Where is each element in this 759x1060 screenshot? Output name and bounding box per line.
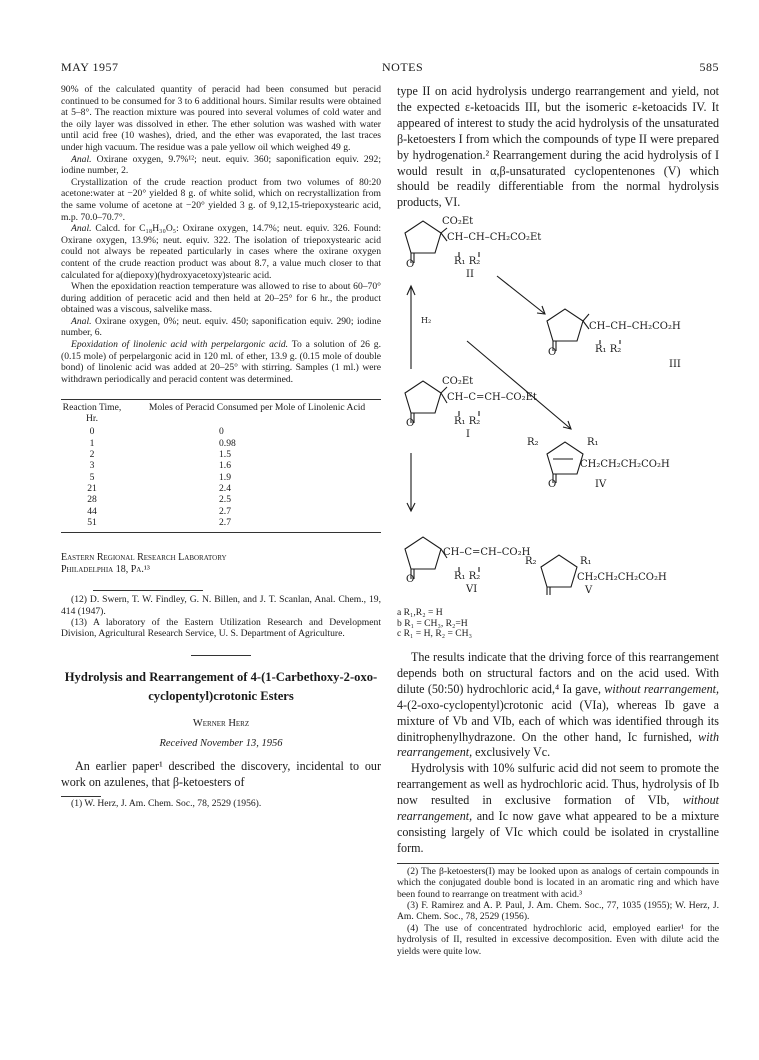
compound-label-I: I: [466, 429, 470, 441]
cell-moles: 1.9: [219, 471, 231, 483]
text-run: 4-(2-oxo-cyclopentyl)crotonic acid (VIa), whereas Ib gave a mixture of Vb and VIb, each of which was identified through its dinitrophenylhydrazone. On the other hand, Ic furnished,: [397, 697, 719, 744]
italic-label: Anal.: [71, 315, 92, 327]
label-side-chain: CH–C=CH–CO₂H: [443, 547, 531, 559]
paragraph: [61, 223, 381, 281]
label-oxygen: O: [406, 418, 415, 430]
reaction-scheme: [397, 211, 719, 596]
body-text: [397, 84, 719, 211]
cell-time: 5: [89, 471, 95, 483]
cell-moles: 1.5: [219, 449, 231, 461]
cell-time: 44: [87, 505, 97, 517]
running-header-section: NOTES: [382, 60, 424, 74]
cyclopentenone-ring-IV: [547, 442, 583, 474]
paragraph: [61, 154, 381, 177]
table-row: [61, 517, 381, 528]
cyclopentanone-ring-I: [405, 381, 441, 413]
article-title: Hydrolysis and Rearrangement of 4-(1-Carbethoxy-2-oxo-cyclopentyl)crotonic Esters: [64, 669, 378, 703]
analysis-text: Oxirane oxygen, 9.7%¹²; neut. equiv. 360; saponification equiv. 292; iodine number, 2.: [61, 153, 381, 177]
table-row: [61, 438, 381, 449]
cell-moles: 0: [219, 426, 224, 438]
affiliation-line: Philadelphia 18, Pa.¹³: [61, 564, 150, 576]
table-row: [61, 426, 381, 437]
cell-time: 1: [89, 437, 95, 449]
cell-moles: 1.6: [219, 460, 231, 472]
footnote: (1) W. Herz, J. Am. Chem. Soc., 78, 2529 (1956).: [71, 797, 262, 809]
section-divider: [191, 655, 251, 656]
footnotes: [61, 798, 381, 809]
cell-time: 2: [89, 449, 95, 461]
footnote: (12) D. Swern, T. W. Findley, G. N. Billen, and J. T. Scanlan, Anal. Chem., 19, 414 (1947).: [61, 594, 381, 617]
label-side-chain: CH–CH–CH₂CO₂H: [589, 321, 681, 333]
table-header-row: [61, 400, 381, 426]
paragraph: When the epoxidation reaction temperature was allowed to rise to about 60–70° during addition of peracetic acid and then held at 20–25° for 6 hr., the product obtained was a viscous, salvelike mass.: [61, 281, 381, 316]
text-run: Hydrolysis with 10% sulfuric acid did not seem to promote the rearrangement as well as hydrochloric acid. Thus, hydrolysis of Ib now resulted in exclusive formation of VIb,: [397, 761, 719, 808]
cell-moles: 2.4: [219, 482, 231, 494]
analysis-text: Oxirane oxygen, 0%; neut. equiv. 450; saponification equiv. 290; iodine number, 6.: [61, 315, 381, 339]
table-bottom-rule: [61, 532, 381, 533]
legend-item: b R₁ = CH₃, R₂=H: [397, 617, 468, 629]
italic-text: with rearrangement,: [397, 729, 719, 760]
paragraph: [61, 339, 381, 385]
label-h2: H₂: [421, 316, 432, 326]
label-side-chain: CH–C=CH–CO₂Et: [447, 392, 537, 404]
cell-time: 28: [87, 494, 97, 506]
label-substituents: R₁ R₂: [454, 416, 481, 428]
label-side-chain: CH–CH–CH₂CO₂Et: [447, 232, 542, 244]
cyclopentanone-ring-III: [547, 309, 583, 341]
page-number: 585: [699, 60, 719, 74]
label-r1: R₁: [580, 556, 592, 568]
substituent-legend: [397, 608, 719, 640]
cell-time: 3: [89, 460, 95, 472]
footnote: (13) A laboratory of the Eastern Utilization Research and Development Division, Agricultural Research Service, U. S. Department of Agriculture.: [61, 616, 381, 640]
label-oxygen: O: [406, 259, 415, 271]
table-row: [61, 460, 381, 471]
label-substituents: R₁ R₂: [595, 344, 622, 356]
italic-text: without rearrangement,: [604, 681, 719, 696]
arrow-II-to-III: [497, 276, 545, 314]
text-run: exclusively Vc.: [475, 745, 551, 760]
table-row: [61, 494, 381, 505]
table-row: [61, 483, 381, 494]
footnote: (3) F. Ramirez and A. P. Paul, J. Am. Chem. Soc., 77, 1035 (1955); W. Herz, J. Am. Chem. Soc., 78, 2529 (1956).: [397, 900, 719, 923]
paragraph: An earlier paper¹ described the discovery, incidental to our work on azulenes, that β-ketoesters of: [61, 758, 381, 789]
paragraph: 90% of the calculated quantity of peracid had been consumed but peracid continued to be consumed for 3 to 6 additional hours. Similar results were obtained at 5–8°. The reaction mixture was poured into several volumes of cold water and the oily layer was dissolved in ether. The ether solution was washed with water until acid free (10 washes), dried, and the ether was evaporated, the last traces under high vacuum. The residue was a pale yellow oil which weighed 49 g.: [61, 84, 381, 153]
footnotes: [61, 594, 381, 640]
label-substituents: R₁ R₂: [454, 256, 481, 268]
running-header-date: MAY 1957: [61, 60, 119, 74]
cyclopentenone-ring-V: [541, 555, 577, 587]
label-side-chain: CH₂CH₂CH₂CO₂H: [577, 572, 667, 584]
italic-label: Anal.: [71, 153, 92, 165]
cell-moles: 2.7: [219, 516, 231, 528]
footnotes: [397, 866, 719, 957]
cell-time: 21: [87, 482, 97, 494]
cell-moles: 2.5: [219, 494, 231, 506]
compound-label-V: V: [585, 585, 593, 597]
compound-label-II: II: [466, 269, 474, 281]
compound-label-VI: VI: [466, 584, 478, 596]
legend-item: a R₁,R₂ = H: [397, 607, 443, 619]
label-oxygen: O: [548, 347, 557, 359]
label-oxygen: O: [406, 574, 415, 586]
cell-time: 51: [87, 516, 97, 528]
table-row: [61, 506, 381, 517]
author: Werner Herz: [192, 717, 250, 729]
footnote: (2) The β-ketoesters(I) may be looked upon as analogs of certain compounds in which the conjugated double bond is located in an aromatic ring and which have been found to rearrange on treatment with acid.³: [397, 865, 719, 900]
table-row: [61, 472, 381, 483]
cell-time: 0: [89, 426, 95, 438]
peracid-table: [61, 400, 381, 528]
column-header-moles: Moles of Peracid Consumed per Mole of Linolenic Acid: [148, 402, 366, 414]
label-r1: R₁: [587, 437, 599, 449]
table-row: [61, 449, 381, 460]
compound-label-IV: IV: [595, 479, 607, 491]
footnote: (4) The use of concentrated hydrochloric acid, employed earlier¹ for the hydrolysis of II, resulted in excessive decomposition. Even with dilute acid the yields were quite low.: [397, 922, 719, 957]
label-co2et: CO₂Et: [442, 216, 474, 228]
footnote-rule: [93, 590, 203, 591]
label-oxygen: O: [548, 479, 557, 491]
label-substituents: R₁ R₂: [454, 571, 481, 583]
paragraph: [397, 650, 719, 761]
text-run: and Ic now gave what appeared to be a mixture consisting largely of VIc which could be isolated in crystalline form.: [397, 809, 719, 855]
paragraph: [397, 761, 719, 856]
footnote-rule: [397, 863, 719, 864]
footnote-rule: [61, 796, 101, 797]
analysis-text: Calcd. for C₁₈H₃₀O₅: Oxirane oxygen, 14.7%; neut. equiv. 326. Found: Oxirane oxygen, 13.9%; neut. equiv. 322. The isolation of triepoxystearic acid could not always be repeated particularly in cases where the oxirane oxygen content of the crude reaction product was about 8.7, a value much closer to that calculated for a(diepoxy)(hydroxyacetoxy)stearic acid.: [61, 223, 381, 281]
italic-label: Anal.: [71, 223, 92, 235]
column-header-time: Reaction Time, Hr.: [62, 402, 122, 425]
paragraph: [61, 316, 381, 339]
left-column: [61, 84, 381, 809]
label-side-chain: CH₂CH₂CH₂CO₂H: [580, 459, 670, 471]
label-co2et: CO₂Et: [442, 376, 474, 388]
affiliation-line: Eastern Regional Research Laboratory: [61, 552, 227, 564]
received-date: Received November 13, 1956: [159, 737, 283, 749]
intro-text: [61, 759, 381, 791]
experimental-text: [61, 84, 381, 385]
paragraph-text: To a solution of 26 g. (0.15 mole) of perpelargonic acid in 120 ml. of ether, 13.9 g. (0.15 mole of double bond) of linolenic acid was added at 20–25° with stirring. Samples (1 ml.) were withdrawn periodically and peracid content was determined.: [61, 339, 381, 385]
italic-heading: Epoxidation of linolenic acid with perpelargonic acid.: [71, 339, 289, 351]
legend-item: c R₁ = H, R₂ = CH₃: [397, 628, 472, 640]
label-r2: R₂: [525, 556, 537, 568]
cyclopentanone-ring-II: [405, 221, 441, 253]
paragraph: Crystallization of the crude reaction product from two volumes of 80:20 acetone:water at −20° yielded 8 g. of white solid, which on recrystallization from the same volume of acetone at −20° yielded 3 g. of 9,12,15-triepoxystearic acid, m.p. 70.0–70.7°.: [61, 176, 381, 223]
text-run: The results indicate that the driving force of this rearrangement depends both on structural factors and on the acid used. With dilute (50:50) hydrochloric acid,⁴ Ia gave,: [397, 650, 719, 696]
right-column: [397, 84, 719, 957]
compound-label-III: III: [669, 359, 681, 371]
body-text: [397, 650, 719, 857]
cyclopentanone-ring-VI: [405, 537, 441, 569]
cell-moles: 0.98: [219, 437, 236, 449]
paragraph: type II on acid hydrolysis undergo rearrangement and yield, not the expected ε-ketoacids III, but the isomeric ε-ketoacids IV. It appeared of interest to study the acid hydrolysis of the unsaturated β-ketoesters I from which the compounds of type II were prepared by hydrogenation.² Rearrangement during the acid hydrolysis of I would result in α,β-unsaturated cyclopentenones (V) which should be readily differentiable from the normal hydrolysis products, VI.: [397, 84, 719, 210]
label-r2: R₂: [527, 437, 539, 449]
cell-moles: 2.7: [219, 505, 231, 517]
scheme-drawing: [397, 211, 719, 596]
italic-text: without rearrangement,: [397, 793, 719, 824]
